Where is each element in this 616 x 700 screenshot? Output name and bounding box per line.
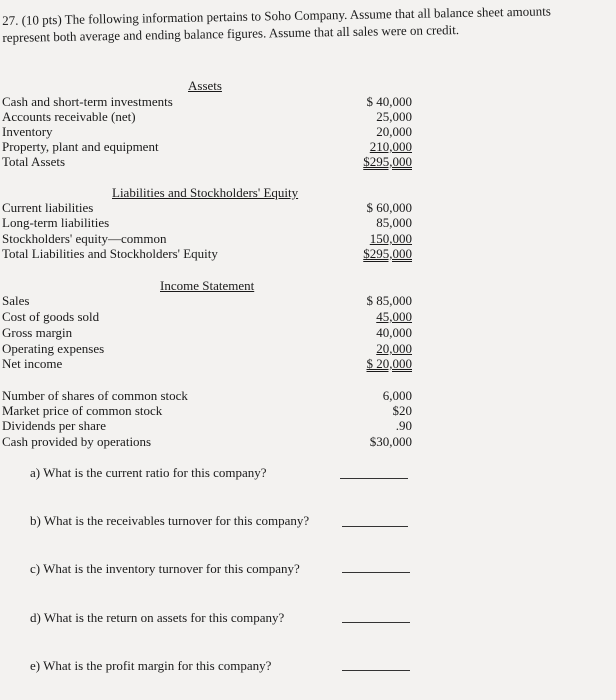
income-total-row (2, 356, 412, 372)
assets-row (2, 94, 412, 110)
row-value: 40,000 (376, 325, 412, 340)
liabilities-row (2, 200, 412, 216)
row-label: Cash and short-term investments (2, 94, 173, 109)
row-label: Accounts receivable (net) (2, 109, 136, 124)
row-value: 20,000 (376, 124, 412, 139)
other-row (2, 434, 412, 450)
income-row (2, 341, 412, 357)
assets-heading: Assets (188, 78, 222, 93)
row-value: $20 (392, 403, 412, 418)
liabilities-total-row (2, 246, 412, 262)
row-value: $ 85,000 (366, 293, 412, 308)
question-b: b) What is the receivables turnover for this company? (30, 513, 310, 528)
assets-row (2, 139, 412, 155)
question-a: a) What is the current ratio for this company? (30, 465, 267, 480)
intro-line-1: 27. (10 pts) The following information pertains to Soho Company. Assume that all balance sheet amounts (2, 3, 552, 28)
row-label: Number of shares of common stock (2, 388, 188, 403)
row-label: Cash provided by operations (2, 434, 152, 449)
assets-row (2, 124, 412, 140)
liabilities-heading: Liabilities and Stockholders' Equity (112, 185, 299, 200)
row-value: $ 40,000 (366, 94, 412, 109)
row-label: Total Assets (2, 154, 66, 169)
row-value: 45,000 (376, 309, 412, 324)
row-label: Dividends per share (2, 418, 106, 433)
row-label: Cost of goods sold (2, 309, 100, 324)
row-value: $295,000 (363, 154, 412, 169)
row-label: Property, plant and equipment (2, 139, 159, 154)
income-row (2, 293, 412, 309)
income-row (2, 309, 412, 325)
other-row (2, 388, 412, 404)
row-value: 150,000 (369, 231, 412, 246)
answer-blank-b[interactable] (342, 526, 408, 527)
question-c: c) What is the inventory turnover for this company? (30, 561, 300, 576)
row-value: 6,000 (382, 388, 412, 403)
row-value: 20,000 (376, 341, 412, 356)
question-d: d) What is the return on assets for this company? (30, 610, 285, 625)
question-e: e) What is the profit margin for this company? (30, 658, 272, 673)
row-value: 85,000 (376, 215, 412, 230)
row-value: $30,000 (369, 434, 412, 449)
row-label: Current liabilities (2, 200, 94, 215)
other-row (2, 403, 412, 419)
row-label: Operating expenses (2, 341, 105, 356)
intro-line-2: represent both average and ending balance figures. Assume that all sales were on credit. (2, 22, 460, 45)
row-value: $ 60,000 (366, 200, 412, 215)
answer-blank-c[interactable] (342, 572, 410, 573)
row-label: Gross margin (2, 325, 73, 340)
row-label: Net income (2, 356, 63, 371)
row-label: Inventory (2, 124, 53, 139)
row-label: Long-term liabilities (2, 215, 110, 230)
row-value: $295,000 (363, 246, 412, 261)
answer-blank-d[interactable] (342, 622, 410, 623)
row-label: Stockholders' equity—common (2, 231, 167, 246)
assets-total-row (2, 154, 412, 170)
problem-intro (2, 2, 603, 46)
liabilities-row (2, 231, 412, 247)
row-label: Total Liabilities and Stockholders' Equity (2, 246, 218, 261)
income-row (2, 325, 412, 341)
liabilities-row (2, 215, 412, 231)
row-label: Sales (2, 293, 30, 308)
row-value: 210,000 (369, 139, 412, 154)
answer-blank-e[interactable] (342, 670, 410, 671)
income-heading: Income Statement (160, 278, 255, 293)
other-row (2, 418, 412, 434)
assets-row (2, 109, 412, 125)
answer-blank-a[interactable] (340, 478, 408, 479)
row-value: 25,000 (376, 109, 412, 124)
row-value: $ 20,000 (366, 356, 412, 371)
row-value: .90 (395, 418, 412, 433)
row-label: Market price of common stock (2, 403, 163, 418)
